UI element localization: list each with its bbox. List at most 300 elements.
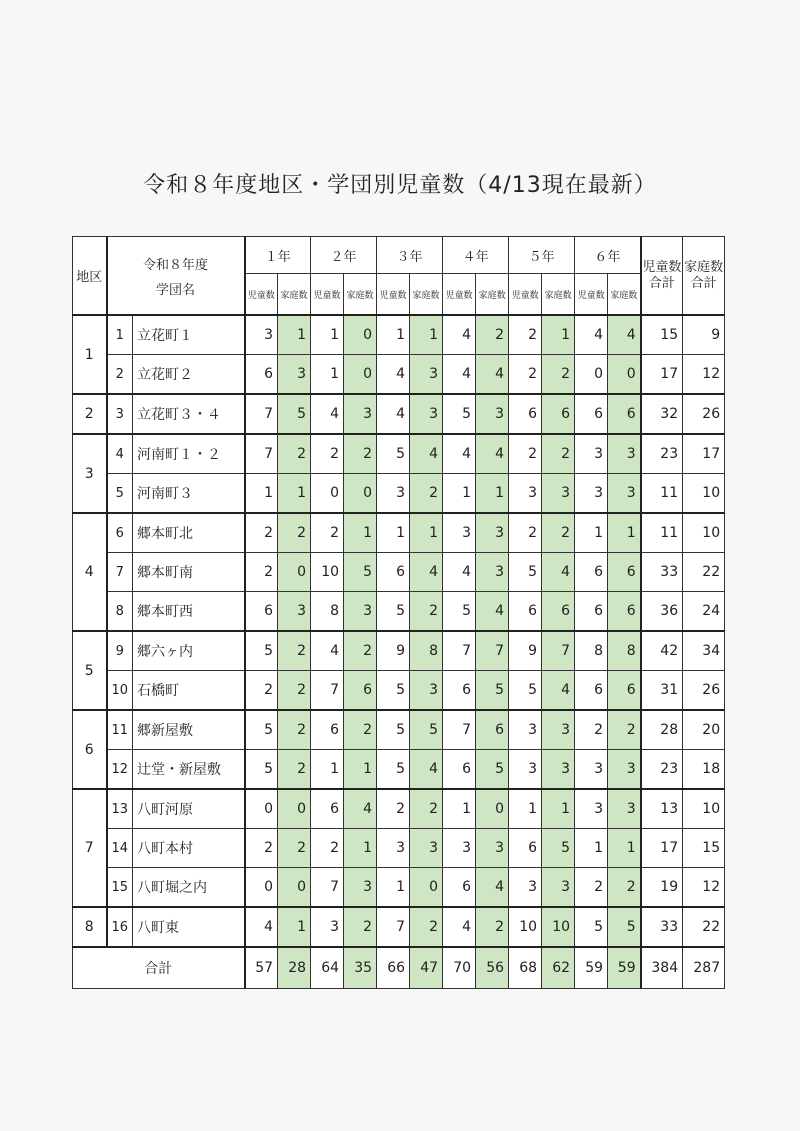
children-count-cell: 2	[245, 513, 278, 553]
family-count-cell: 4	[542, 553, 575, 592]
dan-name-cell: 立花町３・４	[133, 394, 245, 434]
children-count-cell: 6	[575, 592, 608, 632]
total-children-cell: 17	[641, 829, 683, 868]
total-families-cell: 12	[683, 355, 725, 395]
family-count-cell: 3	[476, 829, 509, 868]
family-count-cell: 3	[410, 355, 443, 395]
families-subheader: 家庭数	[410, 274, 443, 316]
children-count-cell: 1	[245, 474, 278, 514]
dan-name-cell: 河南町１・２	[133, 434, 245, 474]
children-subheader: 児童数	[509, 274, 542, 316]
children-count-cell: 7	[311, 671, 344, 711]
dan-number-cell: 5	[107, 474, 133, 514]
children-count-cell: 4	[377, 394, 410, 434]
family-count-cell: 3	[344, 868, 377, 908]
dan-number-cell: 4	[107, 434, 133, 474]
children-count-cell: 1	[311, 355, 344, 395]
children-count-cell: 6	[311, 710, 344, 750]
table-row	[73, 513, 725, 553]
family-count-cell: 8	[608, 631, 641, 671]
district-header: 地区	[73, 237, 107, 316]
family-count-cell: 3	[542, 868, 575, 908]
children-count-cell: 6	[443, 868, 476, 908]
dan-number-cell: 11	[107, 710, 133, 750]
children-count-cell: 4	[311, 631, 344, 671]
district-cell: 3	[73, 434, 107, 513]
family-count-cell: 3	[476, 394, 509, 434]
total-families-cell: 18	[683, 750, 725, 790]
page-title: 令和８年度地区・学団別児童数（4/13現在最新）	[143, 173, 657, 198]
family-count-cell: 4	[476, 868, 509, 908]
total-children-cell: 31	[641, 671, 683, 711]
children-count-cell: 1	[311, 750, 344, 790]
children-subheader: 児童数	[377, 274, 410, 316]
dan-name-cell: 立花町１	[133, 315, 245, 355]
family-count-cell: 2	[278, 631, 311, 671]
children-count-cell: 6	[245, 355, 278, 395]
dan-name-cell: 郷新屋敷	[133, 710, 245, 750]
dan-number-cell: 15	[107, 868, 133, 908]
children-count-cell: 4	[443, 315, 476, 355]
total-children-cell: 17	[641, 355, 683, 395]
children-count-cell: 1	[311, 315, 344, 355]
family-count-cell: 6	[608, 671, 641, 711]
table-row	[73, 789, 725, 829]
total-families-cell: 22	[683, 907, 725, 947]
total-children-cell: 13	[641, 789, 683, 829]
children-count-cell: 9	[509, 631, 542, 671]
children-count-cell: 5	[575, 907, 608, 947]
children-count-cell: 4	[245, 907, 278, 947]
family-count-cell: 0	[344, 355, 377, 395]
family-count-cell: 2	[278, 671, 311, 711]
children-count-cell: 6	[575, 553, 608, 592]
family-count-cell: 1	[344, 513, 377, 553]
family-count-cell: 3	[344, 394, 377, 434]
family-count-cell: 2	[410, 592, 443, 632]
children-count-cell: 5	[245, 710, 278, 750]
dan-number-cell: 14	[107, 829, 133, 868]
family-count-cell: 4	[410, 750, 443, 790]
dan-number-cell: 6	[107, 513, 133, 553]
children-count-cell: 6	[377, 553, 410, 592]
dan-name-cell: 八町東	[133, 907, 245, 947]
district-cell: 6	[73, 710, 107, 789]
children-count-cell: 2	[509, 315, 542, 355]
table-row	[73, 434, 725, 474]
dan-name-cell: 八町河原	[133, 789, 245, 829]
children-count-cell: 6	[509, 829, 542, 868]
dan-name-cell: 郷本町南	[133, 553, 245, 592]
family-count-cell: 2	[278, 829, 311, 868]
total-families-cell: 34	[683, 631, 725, 671]
children-count-cell: 6	[509, 592, 542, 632]
children-count-cell: 6	[443, 671, 476, 711]
total-families-cell: 10	[683, 474, 725, 514]
family-count-cell: 3	[410, 394, 443, 434]
children-count-cell: 3	[443, 829, 476, 868]
children-count-cell: 2	[575, 710, 608, 750]
children-count-cell: 5	[443, 592, 476, 632]
children-count-cell: 2	[377, 789, 410, 829]
family-count-cell: 2	[410, 474, 443, 514]
family-count-cell: 1	[410, 513, 443, 553]
family-count-cell: 2	[608, 868, 641, 908]
family-count-cell: 1	[542, 789, 575, 829]
children-count-cell: 5	[377, 434, 410, 474]
families-subheader: 家庭数	[344, 274, 377, 316]
family-count-cell: 3	[608, 750, 641, 790]
family-count-cell: 1	[608, 513, 641, 553]
family-count-cell: 5	[476, 671, 509, 711]
family-count-cell: 3	[608, 474, 641, 514]
family-count-cell: 3	[476, 553, 509, 592]
children-count-cell: 4	[443, 434, 476, 474]
student-count-table	[72, 236, 725, 989]
family-count-cell: 2	[344, 710, 377, 750]
family-count-cell: 10	[542, 907, 575, 947]
family-count-cell: 2	[542, 513, 575, 553]
family-count-cell: 3	[410, 671, 443, 711]
family-count-cell: 0	[278, 868, 311, 908]
family-count-cell: 4	[410, 434, 443, 474]
family-count-cell: 0	[344, 315, 377, 355]
total-children-cell: 19	[641, 868, 683, 908]
children-count-cell: 2	[311, 829, 344, 868]
family-count-cell: 6	[476, 710, 509, 750]
family-count-cell: 1	[344, 750, 377, 790]
children-count-cell: 5	[245, 750, 278, 790]
total-children-cell: 15	[641, 315, 683, 355]
dan-number-cell: 10	[107, 671, 133, 711]
family-count-cell: 2	[476, 907, 509, 947]
total-families-cell: 10	[683, 789, 725, 829]
total-children-cell: 33	[641, 553, 683, 592]
family-count-cell: 2	[608, 710, 641, 750]
family-count-cell: 0	[476, 789, 509, 829]
children-count-cell: 4	[443, 907, 476, 947]
total-children-grade-cell: 59	[575, 947, 608, 989]
dan-name-cell: 石橋町	[133, 671, 245, 711]
table-row	[73, 592, 725, 632]
children-count-cell: 4	[377, 355, 410, 395]
children-count-cell: 5	[377, 592, 410, 632]
family-count-cell: 4	[344, 789, 377, 829]
total-children-grade-cell: 66	[377, 947, 410, 989]
family-count-cell: 0	[608, 355, 641, 395]
grade-header-2: ２年	[311, 237, 377, 274]
children-count-cell: 3	[509, 474, 542, 514]
children-count-cell: 7	[377, 907, 410, 947]
children-count-cell: 1	[377, 513, 410, 553]
family-count-cell: 8	[410, 631, 443, 671]
dan-number-cell: 3	[107, 394, 133, 434]
children-count-cell: 0	[311, 474, 344, 514]
total-children-cell: 33	[641, 907, 683, 947]
family-count-cell: 1	[476, 474, 509, 514]
family-count-cell: 4	[542, 671, 575, 711]
family-count-cell: 1	[608, 829, 641, 868]
dan-name-cell: 郷六ヶ内	[133, 631, 245, 671]
children-count-cell: 7	[311, 868, 344, 908]
families-subheader: 家庭数	[278, 274, 311, 316]
children-count-cell: 2	[245, 829, 278, 868]
family-count-cell: 2	[278, 434, 311, 474]
total-families-cell: 24	[683, 592, 725, 632]
total-family-grade-cell: 56	[476, 947, 509, 989]
family-count-cell: 1	[344, 829, 377, 868]
family-count-cell: 1	[542, 315, 575, 355]
children-count-cell: 6	[575, 671, 608, 711]
family-count-cell: 4	[608, 315, 641, 355]
total-family-grade-cell: 35	[344, 947, 377, 989]
dan-number-cell: 13	[107, 789, 133, 829]
dan-number-cell: 12	[107, 750, 133, 790]
table-row	[73, 553, 725, 592]
children-count-cell: 2	[509, 434, 542, 474]
dan-number-cell: 16	[107, 907, 133, 947]
children-count-cell: 0	[245, 868, 278, 908]
children-count-cell: 3	[377, 829, 410, 868]
family-count-cell: 6	[608, 394, 641, 434]
family-count-cell: 3	[542, 750, 575, 790]
children-count-cell: 4	[443, 355, 476, 395]
dan-number-cell: 2	[107, 355, 133, 395]
family-count-cell: 0	[410, 868, 443, 908]
total-children-grade-cell: 57	[245, 947, 278, 989]
dan-header	[107, 237, 245, 316]
children-count-cell: 2	[311, 434, 344, 474]
children-count-cell: 7	[245, 394, 278, 434]
children-count-cell: 7	[443, 631, 476, 671]
dan-number-cell: 9	[107, 631, 133, 671]
children-count-cell: 6	[311, 789, 344, 829]
families-subheader: 家庭数	[542, 274, 575, 316]
children-count-cell: 3	[575, 474, 608, 514]
family-count-cell: 3	[608, 434, 641, 474]
families-subheader: 家庭数	[476, 274, 509, 316]
children-count-cell: 5	[245, 631, 278, 671]
dan-number-cell: 8	[107, 592, 133, 632]
children-count-cell: 1	[575, 829, 608, 868]
children-count-cell: 2	[509, 513, 542, 553]
family-count-cell: 2	[344, 907, 377, 947]
total-families-cell: 10	[683, 513, 725, 553]
family-count-cell: 2	[344, 631, 377, 671]
family-count-cell: 6	[344, 671, 377, 711]
children-count-cell: 5	[509, 671, 542, 711]
family-count-cell: 4	[476, 355, 509, 395]
family-count-cell: 2	[278, 750, 311, 790]
children-count-cell: 2	[575, 868, 608, 908]
children-count-cell: 3	[509, 710, 542, 750]
family-count-cell: 4	[410, 553, 443, 592]
table-row	[73, 829, 725, 868]
family-count-cell: 3	[278, 592, 311, 632]
family-count-cell: 4	[476, 592, 509, 632]
total-children-header	[641, 237, 683, 316]
dan-name-cell: 河南町３	[133, 474, 245, 514]
family-count-cell: 3	[542, 474, 575, 514]
dan-name-cell: 郷本町西	[133, 592, 245, 632]
children-count-cell: 2	[245, 671, 278, 711]
children-count-cell: 1	[575, 513, 608, 553]
children-count-cell: 1	[377, 868, 410, 908]
total-children-header-line1: 児童数	[642, 259, 682, 275]
grade-header-1: １年	[245, 237, 311, 274]
grade-header-3: ３年	[377, 237, 443, 274]
dan-name-cell: 八町堀之内	[133, 868, 245, 908]
family-count-cell: 5	[608, 907, 641, 947]
children-count-cell: 3	[575, 789, 608, 829]
total-family-grade-cell: 47	[410, 947, 443, 989]
children-count-cell: 3	[245, 315, 278, 355]
children-count-cell: 5	[509, 553, 542, 592]
children-subheader: 児童数	[443, 274, 476, 316]
children-count-cell: 1	[443, 474, 476, 514]
total-children-cell: 11	[641, 474, 683, 514]
table-row	[73, 474, 725, 514]
dan-number-cell: 1	[107, 315, 133, 355]
children-count-cell: 6	[245, 592, 278, 632]
family-count-cell: 3	[476, 513, 509, 553]
table-row	[73, 750, 725, 790]
children-count-cell: 7	[245, 434, 278, 474]
children-count-cell: 10	[311, 553, 344, 592]
total-children-cell: 36	[641, 592, 683, 632]
children-count-cell: 2	[509, 355, 542, 395]
grade-header-4: ４年	[443, 237, 509, 274]
grade-header-6: ６年	[575, 237, 641, 274]
children-subheader: 児童数	[245, 274, 278, 316]
total-families-header-line2: 合計	[690, 275, 717, 291]
family-count-cell: 2	[410, 789, 443, 829]
children-count-cell: 6	[509, 394, 542, 434]
table-row	[73, 355, 725, 395]
total-families-cell: 17	[683, 434, 725, 474]
family-count-cell: 7	[542, 631, 575, 671]
total-families-cell: 20	[683, 710, 725, 750]
district-cell: 5	[73, 631, 107, 710]
children-count-cell: 1	[509, 789, 542, 829]
family-count-cell: 3	[344, 592, 377, 632]
family-count-cell: 2	[542, 355, 575, 395]
family-count-cell: 6	[608, 592, 641, 632]
children-count-cell: 5	[443, 394, 476, 434]
family-count-cell: 4	[476, 434, 509, 474]
total-children-cell: 32	[641, 394, 683, 434]
total-family-grade-cell: 28	[278, 947, 311, 989]
children-count-cell: 2	[311, 513, 344, 553]
families-subheader: 家庭数	[608, 274, 641, 316]
total-families-cell: 12	[683, 868, 725, 908]
district-cell: 7	[73, 789, 107, 907]
family-count-cell: 2	[278, 513, 311, 553]
district-cell: 2	[73, 394, 107, 434]
children-count-cell: 2	[245, 553, 278, 592]
children-count-cell: 5	[377, 710, 410, 750]
family-count-cell: 5	[410, 710, 443, 750]
family-count-cell: 0	[278, 553, 311, 592]
family-count-cell: 2	[278, 710, 311, 750]
table-row	[73, 394, 725, 434]
grade-header-5: ５年	[509, 237, 575, 274]
family-count-cell: 5	[278, 394, 311, 434]
family-count-cell: 1	[278, 474, 311, 514]
table-row	[73, 868, 725, 908]
family-count-cell: 3	[410, 829, 443, 868]
total-children-cell: 23	[641, 434, 683, 474]
table-row	[73, 315, 725, 355]
children-count-cell: 1	[443, 789, 476, 829]
family-count-cell: 3	[608, 789, 641, 829]
family-count-cell: 0	[344, 474, 377, 514]
dan-number-cell: 7	[107, 553, 133, 592]
children-count-cell: 3	[575, 434, 608, 474]
children-count-cell: 3	[311, 907, 344, 947]
family-count-cell: 5	[476, 750, 509, 790]
family-count-cell: 1	[278, 907, 311, 947]
children-count-cell: 3	[377, 474, 410, 514]
children-count-cell: 6	[443, 750, 476, 790]
total-families-cell: 22	[683, 553, 725, 592]
children-count-cell: 5	[377, 671, 410, 711]
children-count-cell: 3	[575, 750, 608, 790]
total-families-cell: 26	[683, 394, 725, 434]
children-count-cell: 10	[509, 907, 542, 947]
total-children-grade-cell: 68	[509, 947, 542, 989]
district-cell: 1	[73, 315, 107, 394]
dan-header-line1: 令和８年度	[143, 257, 209, 273]
grand-total-families-cell: 287	[683, 947, 725, 989]
table-row	[73, 710, 725, 750]
dan-name-cell: 郷本町北	[133, 513, 245, 553]
dan-name-cell: 辻堂・新屋敷	[133, 750, 245, 790]
children-count-cell: 0	[575, 355, 608, 395]
total-children-header-line2: 合計	[648, 275, 675, 291]
total-label: 合計	[73, 947, 245, 989]
children-count-cell: 3	[509, 750, 542, 790]
total-children-grade-cell: 70	[443, 947, 476, 989]
family-count-cell: 3	[542, 710, 575, 750]
total-family-grade-cell: 59	[608, 947, 641, 989]
total-families-cell: 15	[683, 829, 725, 868]
dan-name-cell: 立花町２	[133, 355, 245, 395]
children-count-cell: 6	[575, 394, 608, 434]
total-children-cell: 23	[641, 750, 683, 790]
total-families-cell: 9	[683, 315, 725, 355]
children-count-cell: 3	[443, 513, 476, 553]
family-count-cell: 2	[476, 315, 509, 355]
district-cell: 4	[73, 513, 107, 631]
family-count-cell: 6	[542, 592, 575, 632]
children-count-cell: 8	[311, 592, 344, 632]
children-count-cell: 8	[575, 631, 608, 671]
children-count-cell: 1	[377, 315, 410, 355]
family-count-cell: 7	[476, 631, 509, 671]
family-count-cell: 6	[542, 394, 575, 434]
family-count-cell: 0	[278, 789, 311, 829]
family-count-cell: 6	[608, 553, 641, 592]
total-children-cell: 42	[641, 631, 683, 671]
children-count-cell: 3	[509, 868, 542, 908]
total-families-header	[683, 237, 725, 316]
family-count-cell: 1	[278, 315, 311, 355]
family-count-cell: 5	[344, 553, 377, 592]
table-row	[73, 631, 725, 671]
grand-total-children-cell: 384	[641, 947, 683, 989]
dan-header-line2: 学団名	[156, 282, 196, 298]
